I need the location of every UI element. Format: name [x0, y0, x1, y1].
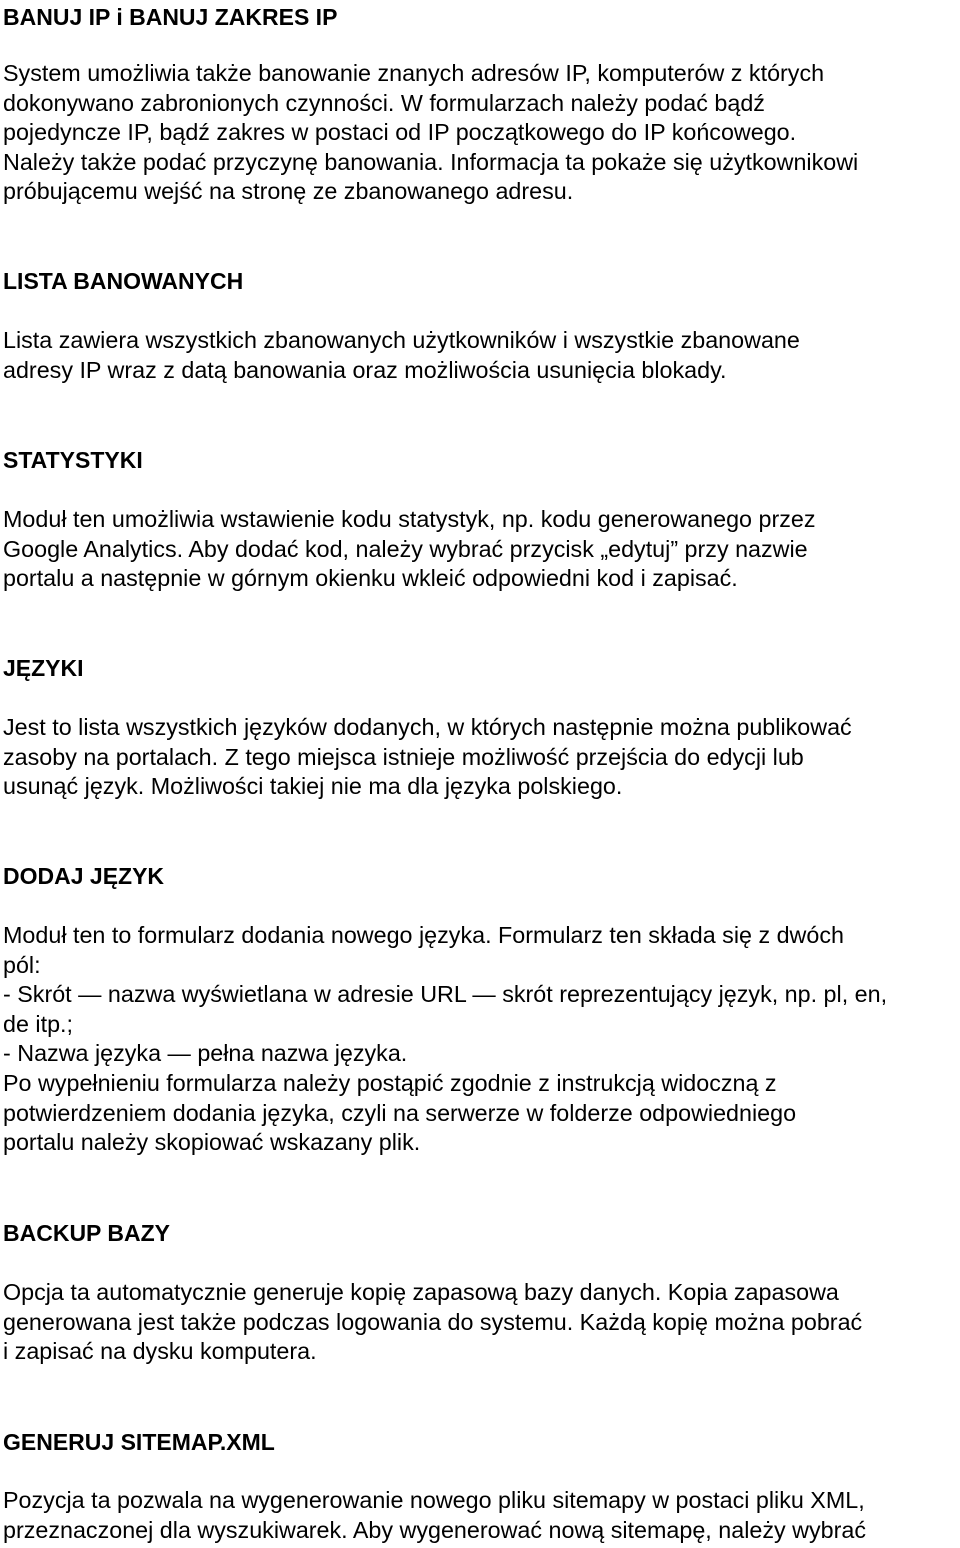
section-heading-statystyki: STATYSTYKI: [3, 447, 143, 473]
text-line: Pozycja ta pozwala na wygenerowanie nowego pliku sitemapy w postaci pliku XML,: [3, 1487, 865, 1513]
text-line: Opcja ta automatycznie generuje kopię zapasową bazy danych. Kopia zapasowa: [3, 1279, 839, 1305]
text-line: przeznaczonej dla wyszukiwarek. Aby wygenerować nową sitemapę, należy wybrać: [3, 1516, 866, 1543]
text-line: Po wypełnieniu formularza należy postąpić zgodnie z instrukcją widoczną z: [3, 1069, 777, 1096]
text-line: generowana jest także podczas logowania do systemu. Każdą kopię można pobrać: [3, 1308, 863, 1335]
section-heading-jezyki: JĘZYKI: [3, 655, 84, 681]
section-heading-dodaj-jezyk: DODAJ JĘZYK: [3, 863, 165, 889]
section-body-backup-bazy: [3, 1278, 960, 1367]
text-line: - Skrót — nazwa wyświetlana w adresie URL — skrót reprezentujący język, np. pl, en,: [3, 981, 888, 1008]
text-line: zasoby na portalach. Z tego miejsca istnieje możliwość przejścia do edycji lub: [3, 743, 804, 770]
text-line: - Nazwa języka — pełna nazwa języka.: [3, 1040, 408, 1067]
text-line: usunąć język. Możliwości takiej nie ma dla języka polskiego.: [3, 773, 623, 800]
section-body-lista-banowanych: [3, 326, 960, 385]
text-line: portalu a następnie w górnym okienku wkleić odpowiedni kod i zapisać.: [3, 565, 738, 592]
section-body-dodaj-jezyk: [3, 921, 960, 1158]
text-line: Jest to lista wszystkich języków dodanych, w których następnie można publikować: [3, 714, 852, 740]
text-line: portalu należy skopiować wskazany plik.: [3, 1129, 421, 1156]
section-body-statystyki: [3, 505, 960, 594]
text-line: pojedyncze IP, bądź zakres w postaci od IP początkowego do IP końcowego.: [3, 119, 797, 146]
text-line: Google Analytics. Aby dodać kod, należy wybrać przycisk „edytuj” przy nazwie: [3, 535, 808, 562]
section-body-banuj-ip: [3, 59, 960, 207]
text-line: dokonywano zabronionych czynności. W formularzach należy podać bądź: [3, 89, 765, 116]
text-line: próbującemu wejść na stronę ze zbanowanego adresu.: [3, 178, 574, 205]
text-line: Należy także podać przyczynę banowania. Informacja ta pokaże się użytkownikowi: [3, 148, 859, 175]
text-line: i zapisać na dysku komputera.: [3, 1338, 317, 1365]
text-line: Moduł ten to formularz dodania nowego języka. Formularz ten składa się z dwóch: [3, 922, 844, 948]
text-line: System umożliwia także banowanie znanych adresów IP, komputerów z których: [3, 60, 825, 86]
text-line: potwierdzeniem dodania języka, czyli na serwerze w folderze odpowiedniego: [3, 1099, 797, 1126]
section-heading-generuj-sitemap: GENERUJ SITEMAP.XML: [3, 1429, 275, 1455]
text-line: pól:: [3, 951, 41, 978]
text-line: Moduł ten umożliwia wstawienie kodu statystyk, np. kodu generowanego przez: [3, 506, 816, 532]
section-body-generuj-sitemap: [3, 1486, 960, 1545]
section-heading-banuj-ip: BANUJ IP i BANUJ ZAKRES IP: [3, 4, 338, 30]
text-line: adresy IP wraz z datą banowania oraz możliwościa usunięcia blokady.: [3, 356, 727, 383]
section-heading-lista-banowanych: LISTA BANOWANYCH: [3, 268, 244, 294]
section-heading-backup-bazy: BACKUP BAZY: [3, 1220, 170, 1246]
text-line: Lista zawiera wszystkich zbanowanych użytkowników i wszystkie zbanowane: [3, 327, 800, 353]
section-body-jezyki: [3, 713, 960, 802]
text-line: de itp.;: [3, 1010, 73, 1037]
